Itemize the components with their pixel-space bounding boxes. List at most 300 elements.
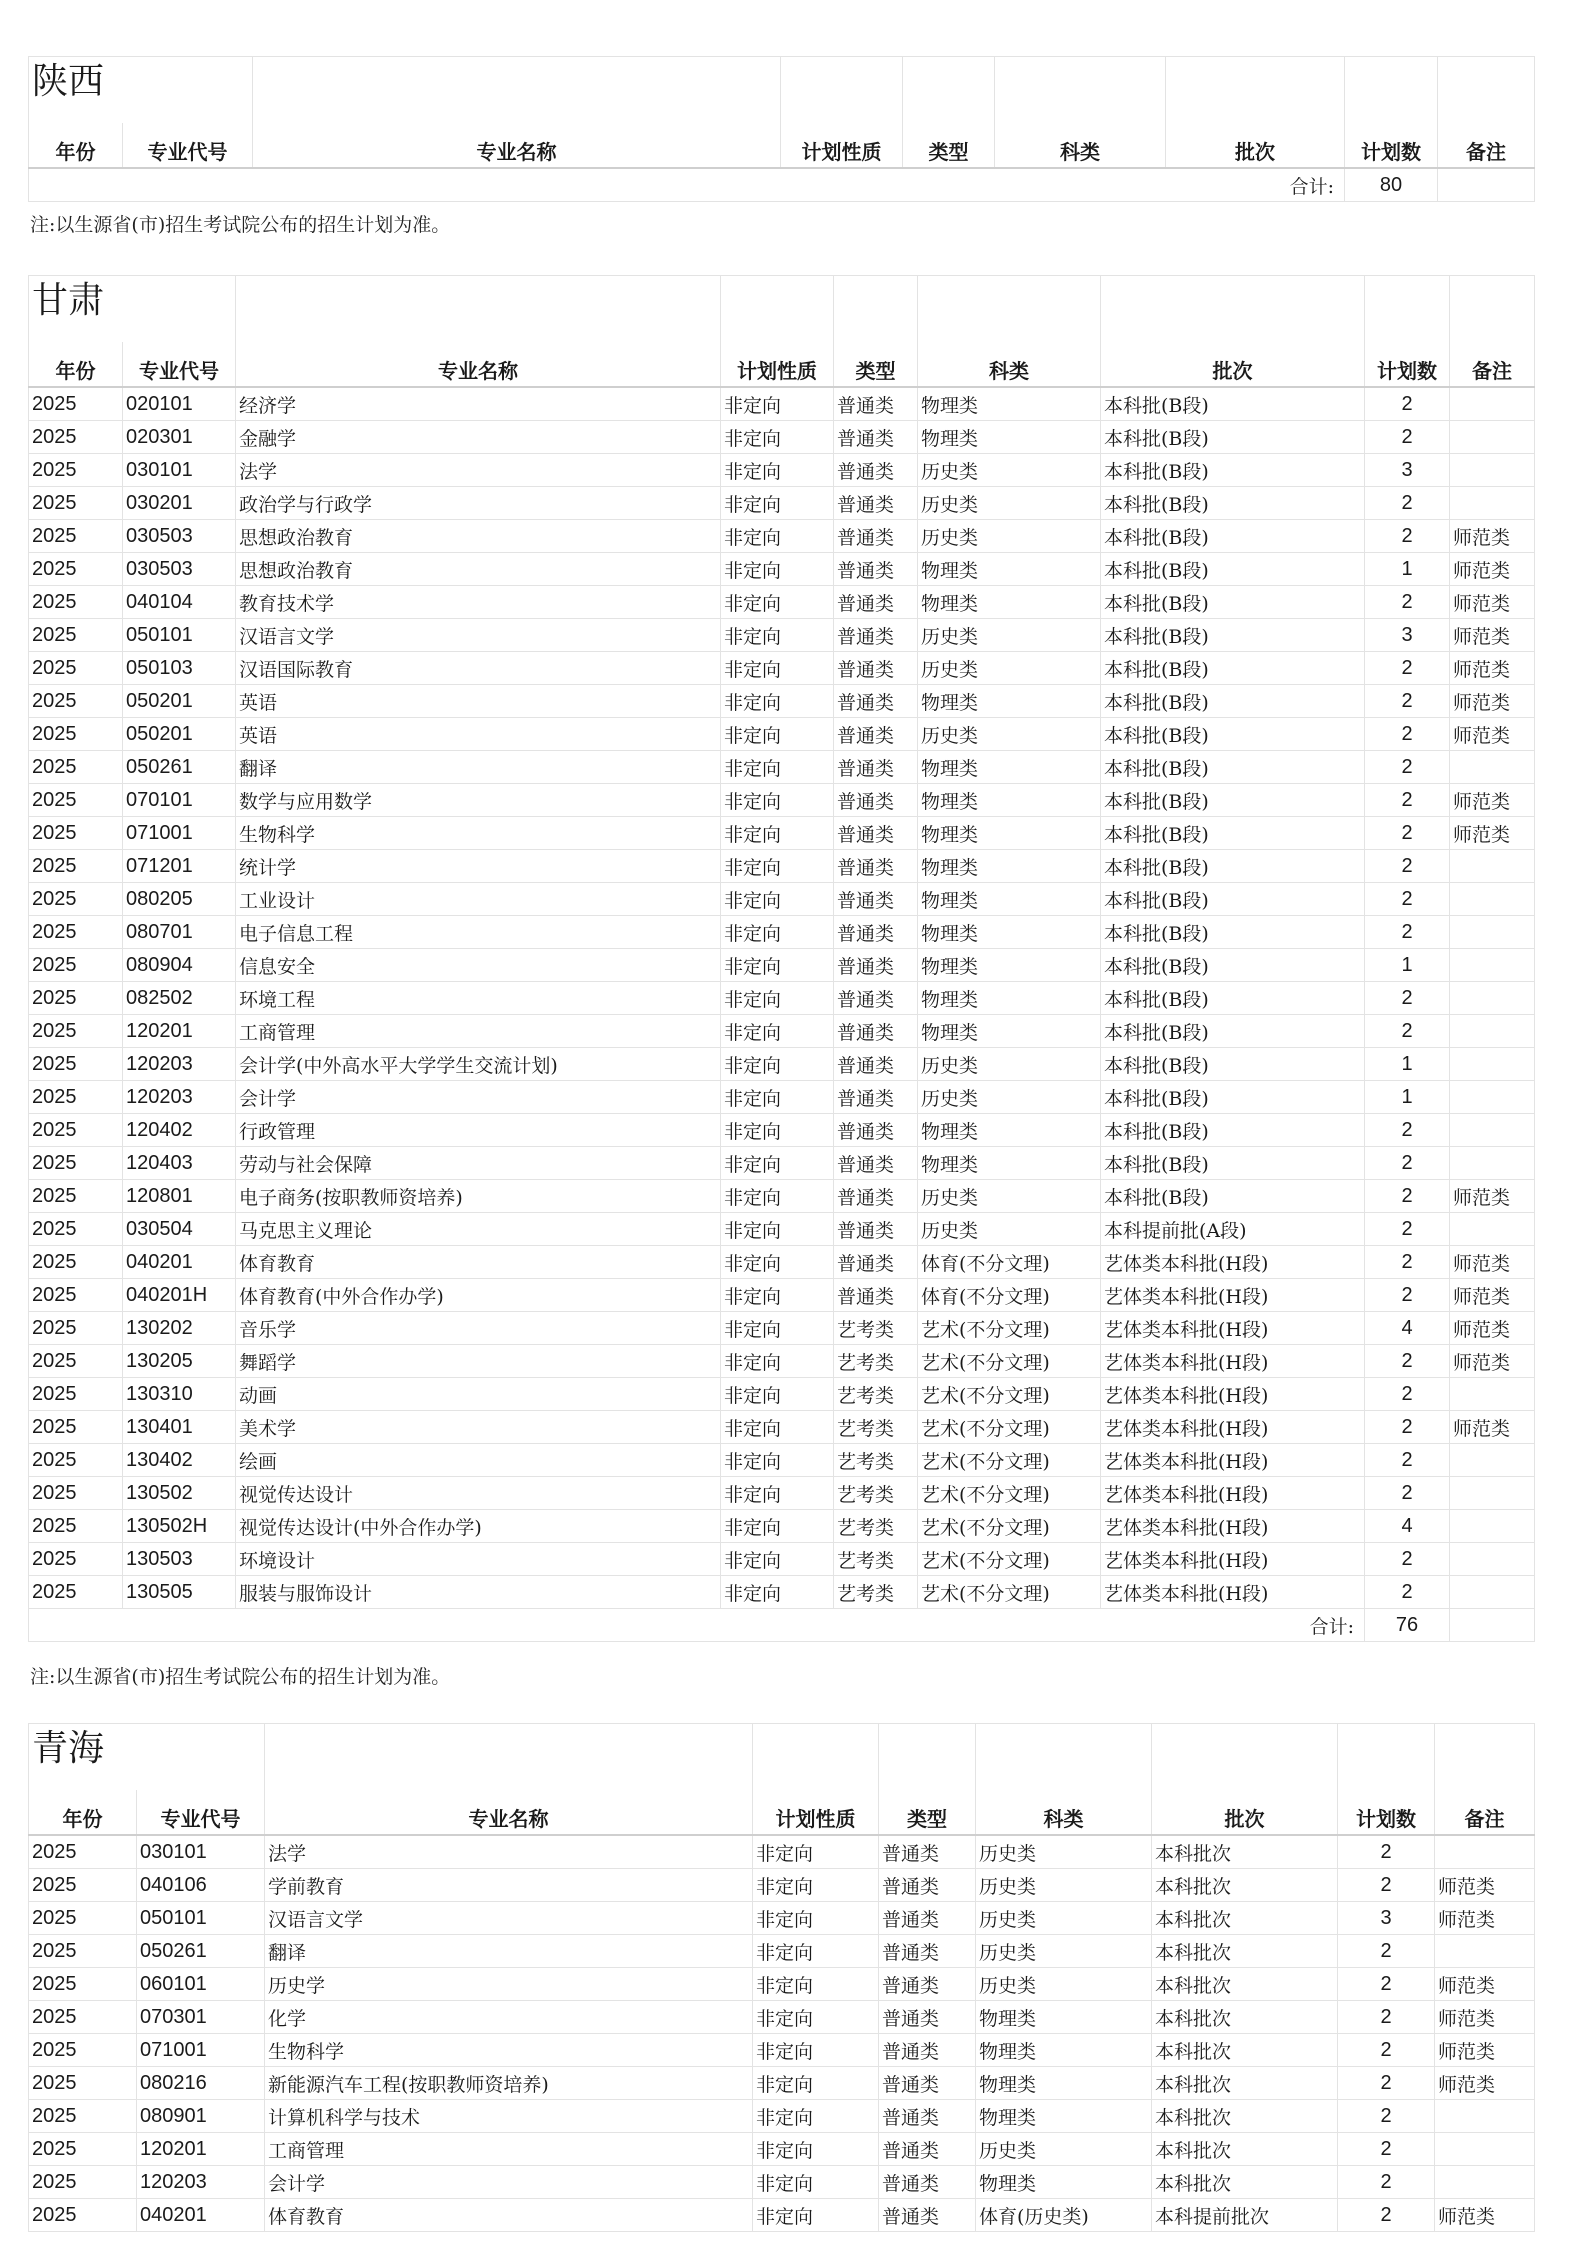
cell-year: 2025 bbox=[29, 1835, 137, 1869]
cell-name: 体育教育(中外合作办学) bbox=[236, 1279, 721, 1312]
cell-count: 2 bbox=[1338, 1968, 1435, 2001]
cell-nature: 非定向 bbox=[753, 2100, 879, 2133]
cell-name: 汉语言文学 bbox=[265, 1902, 753, 1935]
table-body-gansu bbox=[29, 387, 1535, 1609]
cell-type: 普通类 bbox=[879, 2133, 976, 2166]
cell-count: 2 bbox=[1365, 1180, 1450, 1213]
cell-year: 2025 bbox=[29, 1869, 137, 1902]
cell-type: 普通类 bbox=[834, 817, 918, 850]
cell-subject: 艺术(不分文理) bbox=[918, 1510, 1101, 1543]
cell-remark bbox=[1450, 487, 1535, 520]
cell-code: 050101 bbox=[123, 619, 236, 652]
cell-remark bbox=[1450, 1048, 1535, 1081]
cell-code: 030101 bbox=[137, 1835, 265, 1869]
cell-subject: 艺术(不分文理) bbox=[918, 1345, 1101, 1378]
cell-subject: 历史类 bbox=[976, 1935, 1152, 1968]
cell-batch: 本科批次 bbox=[1152, 1968, 1338, 2001]
cell-remark: 师范类 bbox=[1435, 2001, 1535, 2034]
cell-remark: 师范类 bbox=[1450, 1411, 1535, 1444]
table-body-qinghai bbox=[29, 1835, 1535, 2232]
cell-nature: 非定向 bbox=[721, 421, 834, 454]
section-gansu bbox=[28, 275, 1534, 1642]
header-name: 专业名称 bbox=[265, 1790, 753, 1835]
cell-type: 普通类 bbox=[834, 1180, 918, 1213]
cell-remark: 师范类 bbox=[1450, 817, 1535, 850]
cell-name: 环境工程 bbox=[236, 982, 721, 1015]
cell-count: 2 bbox=[1365, 883, 1450, 916]
cell-subject: 历史类 bbox=[918, 1213, 1101, 1246]
cell-type: 普通类 bbox=[834, 1015, 918, 1048]
cell-code: 130502H bbox=[123, 1510, 236, 1543]
cell-remark bbox=[1450, 387, 1535, 421]
cell-type: 普通类 bbox=[834, 387, 918, 421]
cell-code: 050103 bbox=[123, 652, 236, 685]
cell-year: 2025 bbox=[29, 1213, 123, 1246]
section-qinghai bbox=[28, 1723, 1534, 2232]
cell-type: 普通类 bbox=[834, 586, 918, 619]
cell-subject: 历史类 bbox=[918, 454, 1101, 487]
table-row bbox=[29, 1444, 1535, 1477]
cell-count: 2 bbox=[1365, 1345, 1450, 1378]
cell-name: 电子商务(按职教师资培养) bbox=[236, 1180, 721, 1213]
table-row bbox=[29, 1015, 1535, 1048]
cell-batch: 本科批(B段) bbox=[1101, 1015, 1365, 1048]
cell-nature: 非定向 bbox=[721, 1576, 834, 1609]
header-batch: 批次 bbox=[1101, 342, 1365, 387]
cell-code: 040201 bbox=[123, 1246, 236, 1279]
cell-subject: 历史类 bbox=[918, 619, 1101, 652]
cell-batch: 艺体类本科批(H段) bbox=[1101, 1345, 1365, 1378]
table-row bbox=[29, 1510, 1535, 1543]
cell-subject: 物理类 bbox=[976, 2067, 1152, 2100]
table-row bbox=[29, 421, 1535, 454]
table-row bbox=[29, 751, 1535, 784]
table-row bbox=[29, 1312, 1535, 1345]
cell-nature: 非定向 bbox=[721, 916, 834, 949]
cell-count: 2 bbox=[1365, 685, 1450, 718]
cell-batch: 本科批(B段) bbox=[1101, 619, 1365, 652]
table-row bbox=[29, 1114, 1535, 1147]
cell-year: 2025 bbox=[29, 2001, 137, 2034]
cell-remark bbox=[1450, 1477, 1535, 1510]
cell-year: 2025 bbox=[29, 1081, 123, 1114]
cell-name: 劳动与社会保障 bbox=[236, 1147, 721, 1180]
cell-batch: 本科批(B段) bbox=[1101, 586, 1365, 619]
cell-subject: 物理类 bbox=[976, 2166, 1152, 2199]
cell-nature: 非定向 bbox=[721, 850, 834, 883]
header-type: 类型 bbox=[903, 123, 995, 168]
cell-type: 普通类 bbox=[834, 487, 918, 520]
cell-count: 2 bbox=[1365, 1246, 1450, 1279]
cell-count: 2 bbox=[1365, 1213, 1450, 1246]
cell-name: 音乐学 bbox=[236, 1312, 721, 1345]
cell-name: 舞蹈学 bbox=[236, 1345, 721, 1378]
cell-remark: 师范类 bbox=[1450, 1345, 1535, 1378]
cell-nature: 非定向 bbox=[753, 2001, 879, 2034]
cell-nature: 非定向 bbox=[721, 1114, 834, 1147]
cell-remark bbox=[1450, 850, 1535, 883]
cell-type: 普通类 bbox=[834, 1081, 918, 1114]
cell-name: 视觉传达设计 bbox=[236, 1477, 721, 1510]
table-row bbox=[29, 1902, 1535, 1935]
table-header bbox=[29, 123, 1535, 168]
cell-code: 130505 bbox=[123, 1576, 236, 1609]
cell-subject: 物理类 bbox=[918, 751, 1101, 784]
table-row bbox=[29, 1213, 1535, 1246]
table-header bbox=[29, 1790, 1535, 1835]
cell-remark: 师范类 bbox=[1450, 520, 1535, 553]
cell-code: 120201 bbox=[137, 2133, 265, 2166]
cell-code: 080205 bbox=[123, 883, 236, 916]
cell-subject: 物理类 bbox=[976, 2001, 1152, 2034]
cell-subject: 历史类 bbox=[918, 652, 1101, 685]
cell-count: 2 bbox=[1338, 1835, 1435, 1869]
cell-type: 艺考类 bbox=[834, 1312, 918, 1345]
cell-name: 信息安全 bbox=[236, 949, 721, 982]
cell-code: 130310 bbox=[123, 1378, 236, 1411]
cell-remark: 师范类 bbox=[1435, 1902, 1535, 1935]
cell-name: 环境设计 bbox=[236, 1543, 721, 1576]
cell-code: 030503 bbox=[123, 553, 236, 586]
cell-subject: 历史类 bbox=[976, 1902, 1152, 1935]
cell-code: 060101 bbox=[137, 1968, 265, 2001]
cell-batch: 本科批(B段) bbox=[1101, 421, 1365, 454]
cell-batch: 本科批次 bbox=[1152, 2067, 1338, 2100]
cell-batch: 本科批(B段) bbox=[1101, 1048, 1365, 1081]
table-row bbox=[29, 784, 1535, 817]
cell-code: 080701 bbox=[123, 916, 236, 949]
table-row bbox=[29, 916, 1535, 949]
cell-type: 普通类 bbox=[834, 1147, 918, 1180]
cell-code: 071001 bbox=[123, 817, 236, 850]
cell-count: 2 bbox=[1338, 2067, 1435, 2100]
cell-nature: 非定向 bbox=[721, 619, 834, 652]
cell-remark bbox=[1450, 1147, 1535, 1180]
cell-count: 1 bbox=[1365, 949, 1450, 982]
cell-remark bbox=[1450, 1213, 1535, 1246]
total-value: 80 bbox=[1345, 168, 1438, 202]
cell-batch: 本科提前批次 bbox=[1152, 2199, 1338, 2232]
table-row bbox=[29, 652, 1535, 685]
cell-type: 普通类 bbox=[834, 619, 918, 652]
cell-type: 普通类 bbox=[834, 718, 918, 751]
cell-type: 普通类 bbox=[834, 454, 918, 487]
cell-count: 3 bbox=[1365, 454, 1450, 487]
cell-subject: 物理类 bbox=[918, 421, 1101, 454]
cell-nature: 非定向 bbox=[753, 2133, 879, 2166]
cell-code: 070101 bbox=[123, 784, 236, 817]
cell-subject: 历史类 bbox=[976, 1835, 1152, 1869]
header-count: 计划数 bbox=[1345, 123, 1438, 168]
header-type: 类型 bbox=[834, 342, 918, 387]
cell-year: 2025 bbox=[29, 1279, 123, 1312]
cell-count: 2 bbox=[1365, 520, 1450, 553]
header-subject: 科类 bbox=[976, 1790, 1152, 1835]
cell-code: 130402 bbox=[123, 1444, 236, 1477]
cell-batch: 本科批(B段) bbox=[1101, 1114, 1365, 1147]
cell-code: 082502 bbox=[123, 982, 236, 1015]
cell-code: 050261 bbox=[137, 1935, 265, 1968]
header-remark: 备注 bbox=[1438, 123, 1535, 168]
cell-count: 2 bbox=[1365, 1444, 1450, 1477]
table-row bbox=[29, 520, 1535, 553]
cell-year: 2025 bbox=[29, 1345, 123, 1378]
cell-batch: 艺体类本科批(H段) bbox=[1101, 1246, 1365, 1279]
cell-count: 2 bbox=[1365, 1411, 1450, 1444]
cell-subject: 物理类 bbox=[918, 784, 1101, 817]
cell-subject: 艺术(不分文理) bbox=[918, 1543, 1101, 1576]
cell-count: 2 bbox=[1365, 1543, 1450, 1576]
table-row bbox=[29, 817, 1535, 850]
cell-count: 2 bbox=[1338, 2001, 1435, 2034]
cell-remark bbox=[1435, 1935, 1535, 1968]
note-shaanxi: 注:以生源省(市)招生考试院公布的招生计划为准。 bbox=[30, 214, 451, 236]
cell-batch: 本科批(B段) bbox=[1101, 652, 1365, 685]
cell-batch: 本科批(B段) bbox=[1101, 817, 1365, 850]
cell-year: 2025 bbox=[29, 1444, 123, 1477]
cell-code: 030504 bbox=[123, 1213, 236, 1246]
cell-subject: 历史类 bbox=[918, 487, 1101, 520]
cell-year: 2025 bbox=[29, 1935, 137, 1968]
cell-year: 2025 bbox=[29, 718, 123, 751]
cell-code: 030101 bbox=[123, 454, 236, 487]
cell-nature: 非定向 bbox=[753, 1968, 879, 2001]
cell-code: 040104 bbox=[123, 586, 236, 619]
cell-type: 艺考类 bbox=[834, 1345, 918, 1378]
cell-year: 2025 bbox=[29, 1147, 123, 1180]
cell-year: 2025 bbox=[29, 387, 123, 421]
cell-nature: 非定向 bbox=[721, 652, 834, 685]
cell-name: 英语 bbox=[236, 685, 721, 718]
cell-name: 会计学(中外高水平大学学生交流计划) bbox=[236, 1048, 721, 1081]
cell-remark: 师范类 bbox=[1450, 619, 1535, 652]
header-year: 年份 bbox=[29, 342, 123, 387]
cell-remark: 师范类 bbox=[1450, 1246, 1535, 1279]
cell-remark bbox=[1450, 916, 1535, 949]
cell-code: 050101 bbox=[137, 1902, 265, 1935]
plan-table-gansu bbox=[28, 275, 1535, 1642]
cell-type: 普通类 bbox=[879, 1968, 976, 2001]
cell-batch: 本科提前批(A段) bbox=[1101, 1213, 1365, 1246]
cell-remark bbox=[1450, 1015, 1535, 1048]
cell-subject: 物理类 bbox=[918, 850, 1101, 883]
cell-count: 2 bbox=[1365, 387, 1450, 421]
table-row bbox=[29, 883, 1535, 916]
province-title: 甘肃 bbox=[29, 276, 236, 343]
cell-type: 普通类 bbox=[879, 2166, 976, 2199]
cell-batch: 本科批(B段) bbox=[1101, 1147, 1365, 1180]
cell-name: 美术学 bbox=[236, 1411, 721, 1444]
cell-year: 2025 bbox=[29, 2067, 137, 2100]
header-code: 专业代号 bbox=[123, 342, 236, 387]
cell-batch: 本科批次 bbox=[1152, 1869, 1338, 1902]
cell-nature: 非定向 bbox=[753, 1902, 879, 1935]
cell-type: 普通类 bbox=[834, 1279, 918, 1312]
cell-count: 2 bbox=[1365, 817, 1450, 850]
cell-name: 电子信息工程 bbox=[236, 916, 721, 949]
cell-year: 2025 bbox=[29, 553, 123, 586]
cell-remark bbox=[1450, 1510, 1535, 1543]
cell-year: 2025 bbox=[29, 685, 123, 718]
cell-year: 2025 bbox=[29, 1902, 137, 1935]
cell-count: 2 bbox=[1338, 1869, 1435, 1902]
cell-nature: 非定向 bbox=[721, 1345, 834, 1378]
cell-type: 普通类 bbox=[834, 949, 918, 982]
table-row bbox=[29, 2001, 1535, 2034]
cell-remark bbox=[1450, 982, 1535, 1015]
header-batch: 批次 bbox=[1152, 1790, 1338, 1835]
cell-count: 2 bbox=[1365, 718, 1450, 751]
cell-subject: 艺术(不分文理) bbox=[918, 1411, 1101, 1444]
cell-code: 120201 bbox=[123, 1015, 236, 1048]
cell-name: 化学 bbox=[265, 2001, 753, 2034]
cell-count: 2 bbox=[1338, 2166, 1435, 2199]
province-title: 青海 bbox=[29, 1724, 265, 1791]
cell-year: 2025 bbox=[29, 916, 123, 949]
cell-count: 2 bbox=[1365, 751, 1450, 784]
table-row bbox=[29, 1835, 1535, 1869]
table-row bbox=[29, 1968, 1535, 2001]
cell-nature: 非定向 bbox=[721, 520, 834, 553]
cell-count: 2 bbox=[1365, 1477, 1450, 1510]
cell-remark: 师范类 bbox=[1450, 586, 1535, 619]
cell-subject: 物理类 bbox=[918, 916, 1101, 949]
cell-code: 080904 bbox=[123, 949, 236, 982]
cell-subject: 历史类 bbox=[918, 520, 1101, 553]
cell-type: 普通类 bbox=[879, 2067, 976, 2100]
cell-name: 会计学 bbox=[236, 1081, 721, 1114]
cell-type: 艺考类 bbox=[834, 1510, 918, 1543]
header-type: 类型 bbox=[879, 1790, 976, 1835]
cell-name: 教育技术学 bbox=[236, 586, 721, 619]
cell-subject: 历史类 bbox=[976, 2133, 1152, 2166]
cell-nature: 非定向 bbox=[721, 1147, 834, 1180]
cell-name: 体育教育 bbox=[265, 2199, 753, 2232]
table-row bbox=[29, 1411, 1535, 1444]
cell-count: 2 bbox=[1365, 1015, 1450, 1048]
cell-batch: 本科批(B段) bbox=[1101, 751, 1365, 784]
cell-year: 2025 bbox=[29, 784, 123, 817]
cell-count: 4 bbox=[1365, 1510, 1450, 1543]
cell-name: 汉语言文学 bbox=[236, 619, 721, 652]
cell-code: 120402 bbox=[123, 1114, 236, 1147]
cell-subject: 物理类 bbox=[918, 1015, 1101, 1048]
cell-year: 2025 bbox=[29, 949, 123, 982]
cell-year: 2025 bbox=[29, 454, 123, 487]
cell-nature: 非定向 bbox=[753, 1835, 879, 1869]
cell-year: 2025 bbox=[29, 1576, 123, 1609]
cell-remark: 师范类 bbox=[1450, 784, 1535, 817]
cell-code: 071201 bbox=[123, 850, 236, 883]
cell-code: 130202 bbox=[123, 1312, 236, 1345]
cell-count: 2 bbox=[1365, 1378, 1450, 1411]
cell-remark: 师范类 bbox=[1450, 685, 1535, 718]
cell-code: 030503 bbox=[123, 520, 236, 553]
cell-code: 080901 bbox=[137, 2100, 265, 2133]
cell-type: 普通类 bbox=[834, 883, 918, 916]
cell-subject: 历史类 bbox=[976, 1869, 1152, 1902]
cell-count: 2 bbox=[1365, 586, 1450, 619]
cell-count: 2 bbox=[1365, 1114, 1450, 1147]
cell-code: 130401 bbox=[123, 1411, 236, 1444]
cell-subject: 体育(不分文理) bbox=[918, 1279, 1101, 1312]
cell-name: 绘画 bbox=[236, 1444, 721, 1477]
cell-count: 2 bbox=[1338, 2133, 1435, 2166]
table-row bbox=[29, 1048, 1535, 1081]
total-row bbox=[29, 168, 1535, 202]
cell-subject: 体育(历史类) bbox=[976, 2199, 1152, 2232]
cell-remark bbox=[1450, 1081, 1535, 1114]
cell-code: 050261 bbox=[123, 751, 236, 784]
cell-subject: 历史类 bbox=[918, 1081, 1101, 1114]
cell-name: 新能源汽车工程(按职教师资培养) bbox=[265, 2067, 753, 2100]
cell-batch: 艺体类本科批(H段) bbox=[1101, 1279, 1365, 1312]
cell-nature: 非定向 bbox=[721, 1180, 834, 1213]
cell-year: 2025 bbox=[29, 421, 123, 454]
header-code: 专业代号 bbox=[123, 123, 253, 168]
cell-year: 2025 bbox=[29, 1180, 123, 1213]
cell-batch: 艺体类本科批(H段) bbox=[1101, 1576, 1365, 1609]
cell-nature: 非定向 bbox=[721, 553, 834, 586]
cell-type: 艺考类 bbox=[834, 1576, 918, 1609]
cell-count: 1 bbox=[1365, 1048, 1450, 1081]
cell-type: 普通类 bbox=[879, 1902, 976, 1935]
cell-type: 普通类 bbox=[879, 2001, 976, 2034]
cell-batch: 艺体类本科批(H段) bbox=[1101, 1378, 1365, 1411]
cell-batch: 本科批(B段) bbox=[1101, 1081, 1365, 1114]
cell-nature: 非定向 bbox=[721, 1246, 834, 1279]
cell-code: 120203 bbox=[137, 2166, 265, 2199]
cell-type: 普通类 bbox=[834, 982, 918, 1015]
cell-year: 2025 bbox=[29, 1510, 123, 1543]
cell-count: 2 bbox=[1338, 2034, 1435, 2067]
cell-name: 工商管理 bbox=[265, 2133, 753, 2166]
cell-subject: 历史类 bbox=[918, 1048, 1101, 1081]
table-row bbox=[29, 2100, 1535, 2133]
header-nature: 计划性质 bbox=[781, 123, 903, 168]
total-value: 76 bbox=[1365, 1609, 1450, 1642]
cell-batch: 本科批次 bbox=[1152, 1935, 1338, 1968]
cell-subject: 物理类 bbox=[918, 883, 1101, 916]
header-name: 专业名称 bbox=[236, 342, 721, 387]
cell-nature: 非定向 bbox=[753, 2034, 879, 2067]
cell-count: 3 bbox=[1365, 619, 1450, 652]
table-row bbox=[29, 2067, 1535, 2100]
cell-remark: 师范类 bbox=[1450, 553, 1535, 586]
cell-type: 普通类 bbox=[879, 1835, 976, 1869]
cell-subject: 体育(不分文理) bbox=[918, 1246, 1101, 1279]
table-row bbox=[29, 586, 1535, 619]
cell-nature: 非定向 bbox=[721, 586, 834, 619]
cell-remark bbox=[1435, 2133, 1535, 2166]
cell-year: 2025 bbox=[29, 2199, 137, 2232]
table-row bbox=[29, 553, 1535, 586]
cell-year: 2025 bbox=[29, 850, 123, 883]
cell-type: 普通类 bbox=[879, 2199, 976, 2232]
table-row bbox=[29, 850, 1535, 883]
cell-nature: 非定向 bbox=[721, 784, 834, 817]
cell-nature: 非定向 bbox=[721, 1015, 834, 1048]
cell-count: 2 bbox=[1365, 487, 1450, 520]
cell-remark bbox=[1450, 1378, 1535, 1411]
cell-year: 2025 bbox=[29, 1015, 123, 1048]
cell-type: 普通类 bbox=[834, 685, 918, 718]
total-row bbox=[29, 1609, 1535, 1642]
cell-subject: 物理类 bbox=[918, 982, 1101, 1015]
cell-type: 普通类 bbox=[879, 1869, 976, 1902]
table-row bbox=[29, 1869, 1535, 1902]
cell-year: 2025 bbox=[29, 2133, 137, 2166]
